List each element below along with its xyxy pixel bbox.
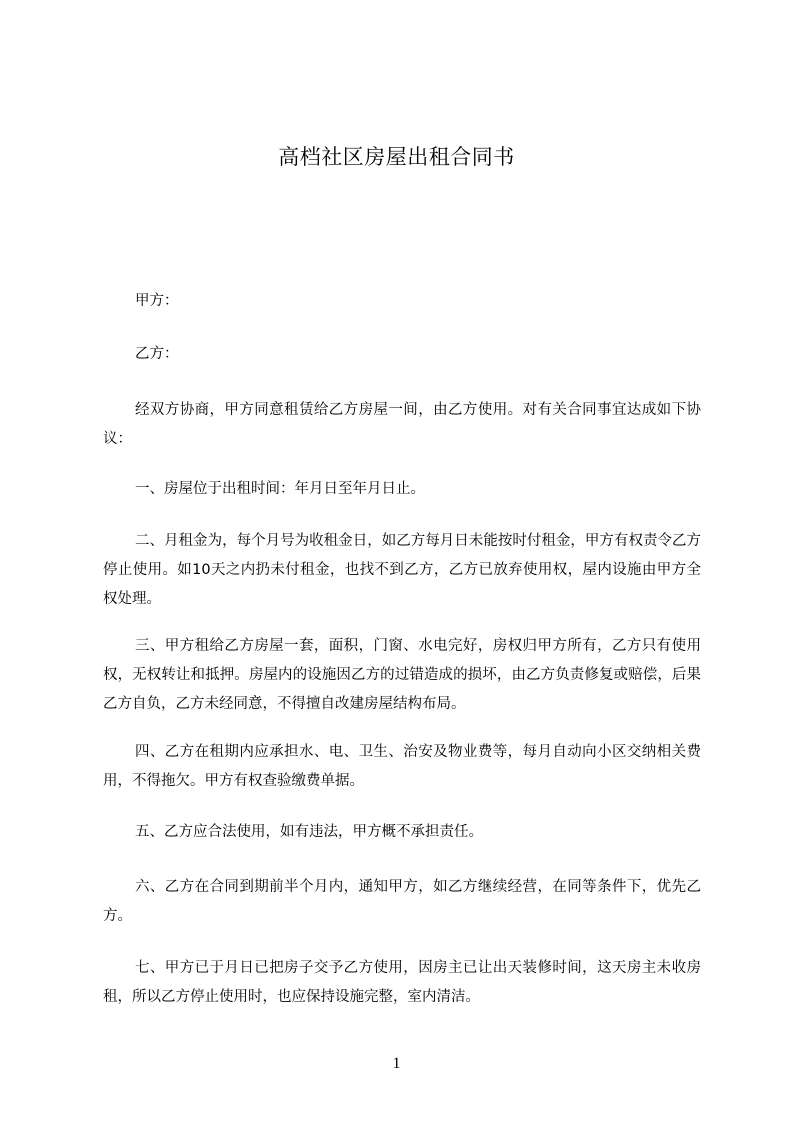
clause-3: 三、甲方租给乙方房屋一套，面积，门窗、水电完好，房权归甲方所有，乙方只有使用权，无权转让和抵押。房屋内的设施因乙方的过错造成的损坏，由乙方负责修复或赔偿，后果乙方自负，乙方未经同意，不得擅自改建房屋结构布局。 xyxy=(103,638,701,712)
clause-7: 七、甲方已于月日已把房子交予乙方使用，因房主已让出天装修时间，这天房主未收房租，所以乙方停止使用时，也应保持设施完整，室内清洁。 xyxy=(103,960,701,1005)
intro-paragraph: 经双方协商，甲方同意租赁给乙方房屋一间，由乙方使用。对有关合同事宜达成如下协议： xyxy=(103,402,701,447)
page-number: 1 xyxy=(392,1055,401,1072)
party-a-line: 甲方： xyxy=(135,293,179,309)
clause-2: 二、月租金为，每个月号为收租金日，如乙方每月日未能按时付租金，甲方有权责令乙方停止使用。如10天之内扔未付租金，也找不到乙方，乙方已放弃使用权，屋内设施由甲方全权处理。 xyxy=(103,533,701,607)
clause-5: 五、乙方应合法使用，如有违法，甲方概不承担责任。 xyxy=(135,824,483,840)
party-b-line: 乙方： xyxy=(135,346,179,362)
clause-1: 一、房屋位于出租时间：年月日至年月日止。 xyxy=(135,481,425,497)
clause-6: 六、乙方在合同到期前半个月内，通知甲方，如乙方继续经营，在同等条件下，优先乙方。 xyxy=(103,879,701,924)
clause-4: 四、乙方在租期内应承担水、电、卫生、治安及物业费等，每月自动向小区交纳相关费用，不得拖欠。甲方有权查验缴费单据。 xyxy=(103,744,701,789)
document-title: 高档社区房屋出租合同书 xyxy=(278,145,515,169)
